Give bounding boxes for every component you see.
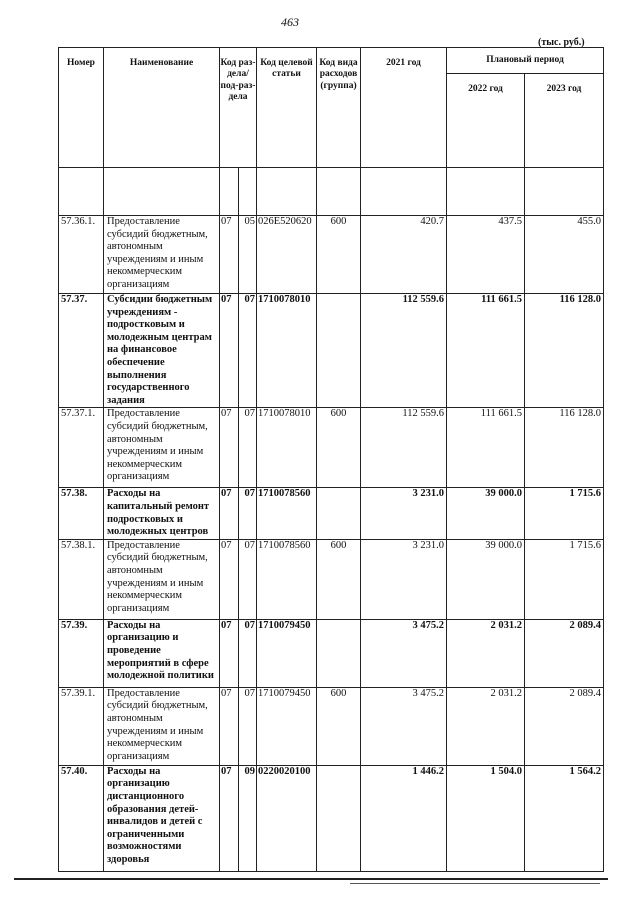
row-expense-code [317,619,361,687]
row-amount-2021: 3 231.0 [361,488,447,539]
row-expense-code: 600 [317,216,361,294]
units-label: (тыс. руб.) [538,37,585,48]
row-expense-code [317,765,361,871]
row-target-code: 1710078560 [257,539,317,619]
header-number: Номер [59,48,104,168]
row-amount-2022: 2 031.2 [447,687,525,765]
row-name: Предоставление субсидий бюджетным, автономным учреждениям и иным некоммерческим организациям [104,687,220,765]
table-row [59,765,604,871]
row-number: 57.37.1. [59,408,104,488]
row-amount-2022: 39 000.0 [447,539,525,619]
row-amount-2022: 2 031.2 [447,619,525,687]
row-amount-2021: 112 559.6 [361,408,447,488]
table-row [59,488,604,539]
header-2021: 2021 год [361,48,447,168]
row-amount-2023: 2 089.4 [525,619,604,687]
row-amount-2023: 116 128.0 [525,408,604,488]
header-section-code: Код раз-дела/ под-раз-дела [220,48,257,168]
row-expense-code: 600 [317,408,361,488]
footer-rule [14,878,608,880]
row-name: Предоставление субсидий бюджетным, автономным учреждениям и иным некоммерческим организациям [104,539,220,619]
row-number: 57.39.1. [59,687,104,765]
row-amount-2022: 111 661.5 [447,294,525,408]
row-section: 07 [220,765,239,871]
row-number: 57.36.1. [59,216,104,294]
budget-table [58,47,604,872]
row-amount-2021: 420.7 [361,216,447,294]
header-planned-period: Плановый период [447,48,604,74]
row-subsection: 07 [239,619,257,687]
row-amount-2022: 437.5 [447,216,525,294]
row-section: 07 [220,687,239,765]
row-amount-2023: 1 564.2 [525,765,604,871]
row-subsection: 07 [239,539,257,619]
row-number: 57.37. [59,294,104,408]
row-number: 57.38.1. [59,539,104,619]
row-target-code: 1710078560 [257,488,317,539]
header-expense-code: Код вида расходов (группа) [317,48,361,168]
row-amount-2021: 112 559.6 [361,294,447,408]
header-2023: 2023 год [525,74,604,168]
row-expense-code [317,488,361,539]
row-amount-2023: 1 715.6 [525,488,604,539]
row-target-code: 1710079450 [257,687,317,765]
row-amount-2023: 1 715.6 [525,539,604,619]
row-amount-2023: 116 128.0 [525,294,604,408]
row-target-code: 026Е520620 [257,216,317,294]
row-target-code: 1710078010 [257,294,317,408]
row-section: 07 [220,408,239,488]
row-target-code: 1710078010 [257,408,317,488]
row-subsection: 07 [239,408,257,488]
row-subsection: 05 [239,216,257,294]
row-amount-2021: 1 446.2 [361,765,447,871]
row-expense-code: 600 [317,539,361,619]
row-section: 07 [220,488,239,539]
row-name: Предоставление субсидий бюджетным, автономным учреждениям и иным некоммерческим организациям [104,408,220,488]
table-row [59,408,604,488]
page-number: 463 [281,15,299,29]
row-name: Расходы на капитальный ремонт подростковых и молодежных центров [104,488,220,539]
table-row [59,294,604,408]
row-subsection: 07 [239,488,257,539]
row-target-code: 0220020100 [257,765,317,871]
row-number: 57.39. [59,619,104,687]
row-section: 07 [220,619,239,687]
table-row [59,619,604,687]
row-section: 07 [220,539,239,619]
row-amount-2021: 3 231.0 [361,539,447,619]
row-expense-code: 600 [317,687,361,765]
header-name: Наименование [104,48,220,168]
table-row [59,216,604,294]
row-name: Субсидии бюджетным учреждениям - подростковым и молодежным центрам на финансовое обеспечение выполнения государственного задания [104,294,220,408]
row-name: Предоставление субсидий бюджетным, автономным учреждениям и иным некоммерческим организациям [104,216,220,294]
header-2022: 2022 год [447,74,525,168]
row-amount-2021: 3 475.2 [361,619,447,687]
row-amount-2022: 1 504.0 [447,765,525,871]
row-amount-2023: 2 089.4 [525,687,604,765]
row-subsection: 09 [239,765,257,871]
row-number: 57.40. [59,765,104,871]
row-subsection: 07 [239,687,257,765]
table-row [59,687,604,765]
row-target-code: 1710079450 [257,619,317,687]
row-section: 07 [220,294,239,408]
row-amount-2022: 39 000.0 [447,488,525,539]
row-expense-code [317,294,361,408]
row-amount-2023: 455.0 [525,216,604,294]
row-name: Расходы на организацию и проведение мероприятий в сфере молодежной политики [104,619,220,687]
row-subsection: 07 [239,294,257,408]
row-amount-2022: 111 661.5 [447,408,525,488]
footer-rule-secondary [350,883,600,884]
spacer-row [59,168,604,216]
row-section: 07 [220,216,239,294]
header-target-code: Код целевой статьи [257,48,317,168]
row-number: 57.38. [59,488,104,539]
row-amount-2021: 3 475.2 [361,687,447,765]
row-name: Расходы на организацию дистанционного образования детей-инвалидов и детей с ограниченными возможностями здоровья [104,765,220,871]
table-row [59,539,604,619]
